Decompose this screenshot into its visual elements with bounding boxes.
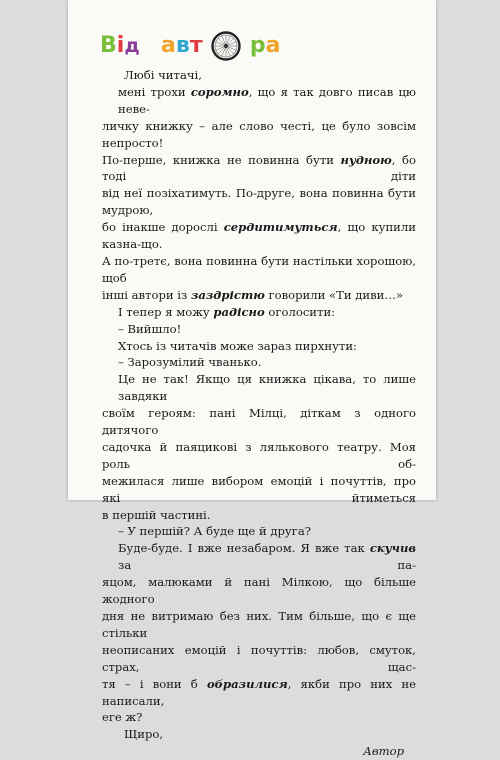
text-line: А по-третє, вона повинна бути настільки хорошою, щоб [102, 253, 416, 285]
text-line: тя – і вони б образилися, якби про них не написали, [102, 676, 416, 708]
text-line: від неї позіхатимуть. По-друге, вона повинна бути мудрою, [102, 186, 416, 218]
paragraph-5: – Зарозумілий чванько. [118, 355, 262, 370]
text-line: Це не так! Якщо ця книжка цікава, то лише завдяки [118, 372, 416, 404]
book-page [68, 0, 436, 759]
heading-letter: В [100, 33, 117, 58]
heading-letter: т [189, 33, 203, 58]
heading-letter: р [249, 33, 266, 58]
greeting: Любі читачі, [124, 68, 202, 82]
bicycle-wheel-icon [211, 31, 241, 61]
text-line: дня не витримаю без них. Тим більше, що є ще стільки [102, 609, 416, 640]
closing: Щиро, [124, 727, 164, 742]
paragraph-4: Хтось із читачів може зараз пирхнути: [118, 338, 357, 353]
paragraph-1 [102, 84, 416, 304]
text-line: еге ж? [102, 710, 143, 725]
paragraph-2 [102, 304, 416, 321]
text-line: садочка й паяцикові з лялькового театру. Моя роль об- [102, 439, 416, 471]
text-line: межилася лише вибором емоцій і почуттів, про які йтиметься [102, 473, 416, 505]
text-line: в першій частині. [102, 507, 211, 522]
paragraph-8 [102, 540, 416, 726]
heading-letter: і [116, 33, 125, 58]
emphasized-word: заздрістю [191, 287, 265, 302]
emphasized-word: соромно [190, 84, 249, 99]
heading-letter: а [161, 33, 176, 58]
emphasized-word: нудною [340, 152, 392, 167]
heading-letter: д [124, 35, 140, 57]
paragraph-6 [102, 371, 416, 523]
heading-letter: а [265, 33, 281, 58]
text-line: своїм героям: пані Мілці, діткам з одного дитячого [102, 406, 416, 438]
emphasized-word: радісно [213, 304, 265, 319]
text-line: Буде-буде. І вже незабаром. Я вже так скучив за па- [118, 541, 416, 573]
heading-letter: в [175, 33, 190, 58]
chapter-heading [100, 30, 281, 62]
text-line: інші автори із заздрістю говорили «Ти диви…» [102, 287, 404, 302]
text-line: мені трохи соромно, що я так довго писав цю невe- [118, 84, 416, 116]
letter-text [102, 67, 416, 760]
paragraph-3: – Вийшло! [118, 321, 182, 336]
text-line: І тепер я можу радісно оголосити: [118, 304, 336, 319]
text-line: бо інакше дорослі сердитимуться, що купили казна-що. [102, 220, 416, 252]
paragraph-7: – У першій? А буде ще й друга? [118, 524, 311, 539]
text-line: яцом, малюками й пані Мілкою, що більше жодного [102, 575, 416, 607]
signature: Автор [363, 744, 404, 759]
text-line: По-перше, книжка не повинна бути нудною, бо тоді діти [102, 152, 416, 184]
emphasized-word: скучив [369, 541, 416, 556]
emphasized-word: сердитимуться [223, 220, 338, 235]
text-line: неописаних емоцій і почуттів: любов, смуток, страх, щас- [102, 642, 416, 674]
text-line: личку книжку – але слово честі, це було зовсім непросто! [102, 118, 416, 150]
emphasized-word: образилися [206, 676, 288, 691]
